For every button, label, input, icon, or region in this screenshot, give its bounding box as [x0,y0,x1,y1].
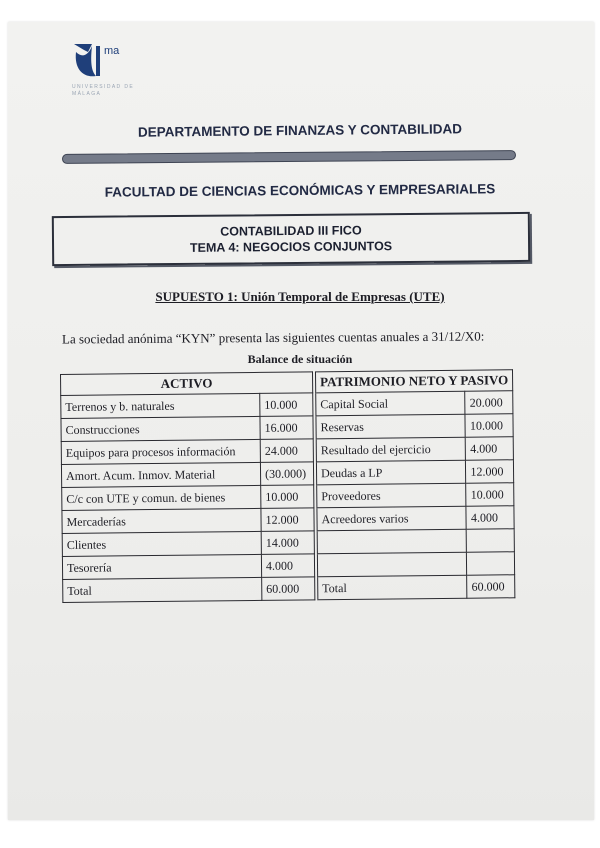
pasivo-value [467,552,515,575]
pasivo-label: Acreedores varios [317,506,467,531]
pasivo-value: 4.000 [466,506,514,529]
logo-subtext: UNIVERSIDAD DE MÁLAGA [72,84,135,97]
pasivo-label [317,529,467,554]
balance-table [60,369,516,603]
pasivo-value: 12.000 [466,460,514,483]
pasivo-label: Deudas a LP [316,460,466,485]
logo-text: ma [104,45,120,57]
activo-label: Total [63,577,262,602]
pasivo-label: Proveedores [317,483,467,508]
pasivo-header: PATRIMONIO NETO Y PASIVO [315,370,512,393]
pasivo-label: Capital Social [316,391,466,416]
activo-value: 60.000 [262,577,315,601]
activo-label: C/c con UTE y comun. de bienes [62,485,261,510]
exercise-title: SUPUESTO 1: Unión Temporal de Empresas (UTE) [155,289,445,304]
activo-value: 14.000 [261,531,314,555]
department-title: DEPARTAMENTO DE FINANZAS Y CONTABILIDAD [137,121,463,140]
activo-label: Construcciones [61,416,260,441]
activo-header: ACTIVO [61,372,313,396]
activo-value: 16.000 [260,416,313,440]
pasivo-label: Reservas [316,414,466,439]
balance-row [63,575,515,603]
pasivo-label: Total [318,575,468,600]
balance-title: Balance de situación [247,352,353,366]
activo-label: Tesorería [62,554,261,579]
activo-label: Amort. Acum. Inmov. Material [61,462,260,487]
activo-value: (30.000) [260,462,313,486]
balance-sheet [60,369,522,603]
activo-value: 24.000 [260,439,313,463]
pasivo-value: 20.000 [465,391,513,414]
activo-label: Equipos para procesos información [61,439,260,464]
activo-value: 10.000 [260,393,313,417]
course-box [52,212,530,266]
activo-label: Terrenos y b. naturales [61,393,260,418]
activo-value: 4.000 [261,554,314,578]
course-title: CONTABILIDAD III FICO [220,223,362,239]
pasivo-value: 10.000 [466,483,514,506]
pasivo-value [467,529,515,552]
pasivo-value: 10.000 [465,414,513,437]
activo-value: 12.000 [261,508,314,532]
faculty-title: FACULTAD DE CIENCIAS ECONÓMICAS Y EMPRESARIALES [104,181,496,200]
course-topic: TEMA 4: NEGOCIOS CONJUNTOS [189,239,393,255]
intro-text: La sociedad anónima “KYN” presenta las siguientes cuentas anuales a 31/12/X0: [61,328,485,347]
pasivo-label: Resultado del ejercicio [316,437,466,462]
activo-label: Clientes [62,531,261,556]
pasivo-value: 60.000 [467,575,515,598]
pasivo-label [317,552,467,577]
pasivo-value: 4.000 [466,437,514,460]
activo-label: Mercaderías [62,508,261,533]
activo-value: 10.000 [261,485,314,509]
